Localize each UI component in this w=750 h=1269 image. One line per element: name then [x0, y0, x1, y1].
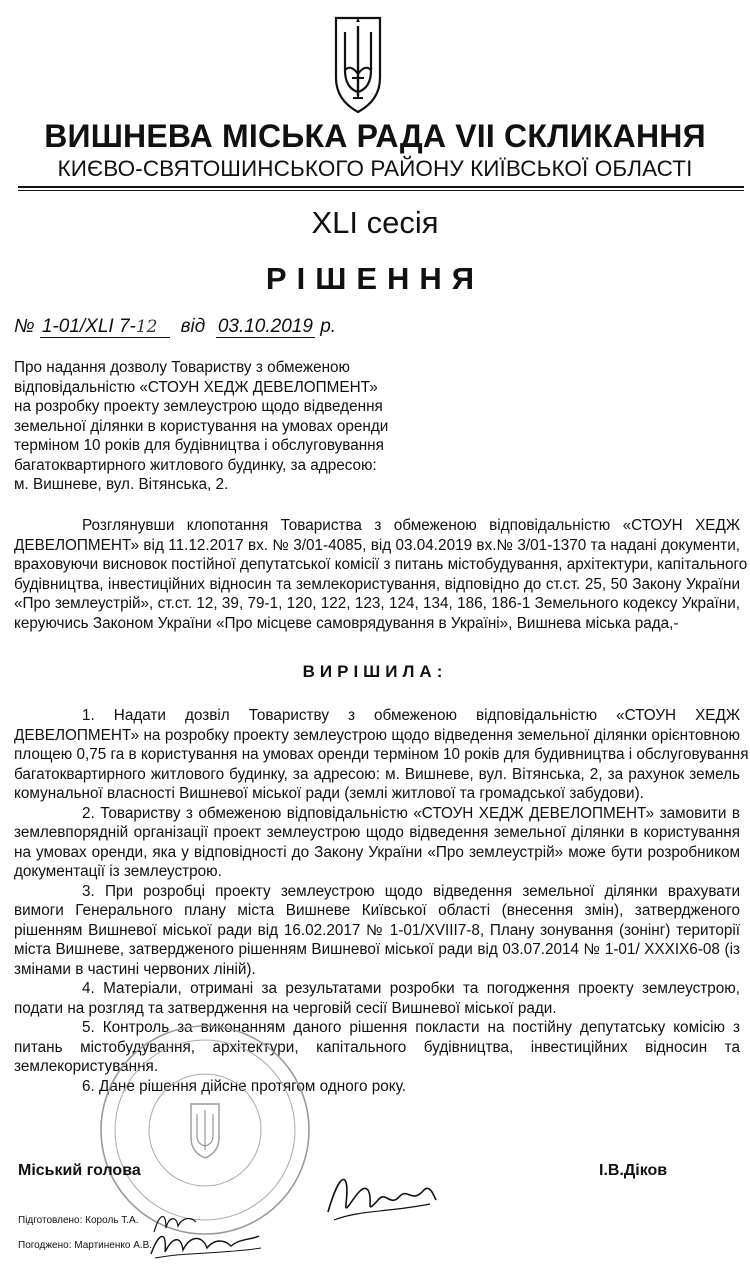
handwritten-number: 12: [135, 317, 158, 337]
council-title: ВИШНЕВА МІСЬКА РАДА VII СКЛИКАННЯ: [44, 118, 706, 154]
text-line: питань містобудування, архітектури, капітального будівництва, інвестиційних відносин та: [14, 1038, 740, 1056]
decision-item: [14, 882, 740, 980]
text-line: 3. При розробці проекту землеустрою щодо відведення земельної ділянки врахувати: [82, 882, 740, 900]
coat-of-arms-icon: [332, 12, 384, 116]
date-suffix: р.: [320, 316, 337, 337]
text-line: керуючись Законом України «Про місцеве самоврядування в Україні», Вишнева міська рада,-: [14, 614, 679, 632]
text-line: ДЕВЕЛОПМЕНТ» від 11.12.2017 вх. № 3/01-4085, від 03.04.2019 вх.№ 3/01-1370 та надані документи,: [14, 536, 740, 554]
text-line: 4. Матеріали, отримані за результатами розробки та погодження проекту землеустрою,: [82, 980, 740, 997]
text-line: землевпорядній організації проект землеустрою щодо відведення земельної ділянки в користування: [14, 824, 740, 841]
decision-number: 1-01/XLI 7-12: [40, 317, 170, 338]
decision-subject: [14, 358, 389, 495]
prepared-by: Підготовлено: Король Т.А.: [18, 1215, 139, 1226]
text-line: площею 0,75 га в користування на умовах оренди терміном 10 років для будивництва і обслуговування: [14, 746, 749, 763]
agreed-by: Погоджено: Мартиненко А.В.: [18, 1240, 153, 1251]
subject-line: на розробку проекту землеустрою щодо відведення: [14, 398, 383, 415]
text-line: міста Вишневе, затвердженого рішенням Вишневої міської ради від 03.07.2014 № 1-01/ XXXIX6-08 (із: [14, 941, 740, 958]
text-line: враховуючи висновок постійної депутатської комісії з питань містобудування, архітектури, капітального: [14, 556, 748, 573]
subject-line: Про надання дозволу Товариству з обмеженою: [14, 359, 351, 376]
text-line: 2. Товариству з обмеженою відповідальністю «СТОУН ХЕДЖ ДЕВЕЛОПМЕНТ» замовити в: [82, 804, 740, 822]
text-line: Розглянувши клопотання Товариства з обмеженою відповідальністю «СТОУН ХЕДЖ: [82, 517, 740, 534]
agreed-signature-icon: [145, 1226, 265, 1262]
text-line: землекористування.: [14, 1058, 159, 1075]
text-line: подати на розгляд та затвердження на черговій сесії Вишневої міської ради.: [14, 999, 557, 1017]
subject-line: багатоквартирного житлового будинку, за адресою:: [14, 456, 377, 474]
official-seal-icon: [95, 1020, 315, 1240]
decided-heading: ВИРІШИЛА:: [302, 662, 448, 681]
district-title: КИЄВО-СВЯТОШИНСЬКОГО РАЙОНУ КИЇВСЬКОЇ ОБЛАСТІ: [57, 156, 693, 181]
text-line: вимоги Генерального плану міста Вишневе Київської області (внесення змін), затвердженого: [14, 902, 740, 919]
decision-title: РІШЕННЯ: [265, 261, 485, 296]
mayor-role: Міський голова: [18, 1162, 141, 1179]
date-from-label: від: [180, 316, 206, 337]
decision-item: [14, 979, 740, 1018]
subject-line: терміном 10 років для будівництва і обслуговування: [14, 437, 384, 454]
decision-date: 03.10.2019: [217, 316, 313, 337]
text-line: рішенням Вишневої міської ради від 16.02.2017 № 1-01/XVIII7-8, Плану зонування (зонінг) території: [14, 921, 740, 939]
text-line: «Про землеустрій», ст.ст. 12, 39, 79-1, 120, 122, 123, 124, 134, 186, 186-1 Земельного кодексу України,: [14, 595, 740, 612]
header-rule-thin: [18, 190, 744, 191]
decision-item: [14, 804, 740, 882]
decision-number-line: [14, 316, 336, 338]
text-line: комунальної власності Вишневої міської ради (землі житлової та громадської забудови).: [14, 785, 644, 802]
text-line: 1. Надати дозвіл Товариству з обмеженою відповідальністю «СТОУН ХЕДЖ: [82, 707, 740, 724]
subject-line: земельної ділянки в користування на умовах оренди: [14, 417, 389, 435]
text-line: багатоквартирного житлового будинку, за адресою: м. Вишневе, вул. Вітянська, 2, за рахунок земель: [14, 765, 740, 783]
text-line: будівництва, інвестиційних відносин та землекористування, відповідно до ст.ст. 25, 50 Закону України: [14, 575, 740, 593]
subject-line: відповідальністю «СТОУН ХЕДЖ ДЕВЕЛОПМЕНТ»: [14, 378, 378, 396]
session-title: XLI сесія: [311, 205, 439, 240]
header-rule-thick: [18, 186, 744, 188]
decision-item: [14, 706, 749, 804]
subject-line: м. Вишневе, вул. Вітянська, 2.: [14, 476, 229, 493]
text-line: 6. Дане рішення дійсне протягом одного року.: [82, 1077, 406, 1095]
text-line: документації із землеустрою.: [14, 863, 222, 880]
preamble: [14, 516, 748, 633]
number-prefix: №: [14, 316, 35, 337]
mayor-name: І.В.Діков: [599, 1162, 668, 1179]
text-line: 5. Контроль за виконанням даного рішення покласти на постійну депутатську комісію з: [82, 1019, 740, 1036]
mayor-signature-icon: [320, 1160, 440, 1230]
text-line: змінами в частині червоних ліній).: [14, 960, 256, 978]
text-line: ДЕВЕЛОПМЕНТ» на розробку проекту землеустрою щодо відведення земельної ділянки орієнтовною: [14, 726, 740, 744]
text-line: на умовах оренди, яка у відповідності до Закону України «Про землеустрій» може бути розробником: [14, 843, 740, 861]
